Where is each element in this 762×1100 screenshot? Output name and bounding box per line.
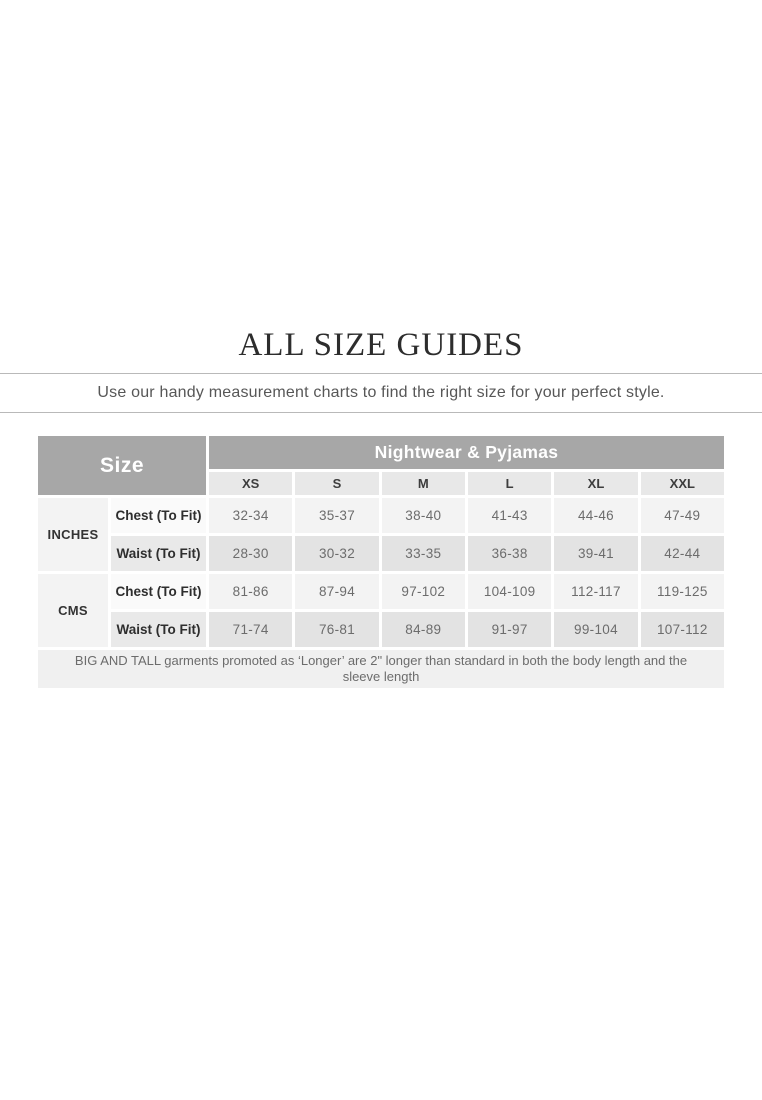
measurement-label: Chest (To Fit)	[111, 574, 206, 609]
size-value-cell: 32-34	[209, 498, 292, 533]
measurement-label: Waist (To Fit)	[111, 612, 206, 647]
size-column-header-xl: XL	[554, 472, 637, 495]
size-value-cell: 84-89	[382, 612, 465, 647]
size-value-cell: 38-40	[382, 498, 465, 533]
size-guide-table	[35, 433, 727, 691]
size-value-cell: 35-37	[295, 498, 378, 533]
big-and-tall-note: BIG AND TALL garments promoted as ‘Longer’ are 2" longer than standard in both the body length and the sleeve length	[38, 650, 724, 688]
table-row	[38, 536, 724, 571]
size-value-cell: 119-125	[641, 574, 724, 609]
size-value-cell: 41-43	[468, 498, 551, 533]
category-header: Nightwear & Pyjamas	[209, 436, 724, 469]
size-value-cell: 76-81	[295, 612, 378, 647]
size-value-cell: 81-86	[209, 574, 292, 609]
page-title: ALL SIZE GUIDES	[238, 327, 524, 363]
unit-label-inches: INCHES	[38, 498, 108, 571]
table-row	[38, 498, 724, 533]
size-value-cell: 42-44	[641, 536, 724, 571]
measurement-label: Chest (To Fit)	[111, 498, 206, 533]
size-value-cell: 44-46	[554, 498, 637, 533]
table-row	[38, 612, 724, 647]
size-column-header-l: L	[468, 472, 551, 495]
size-value-cell: 107-112	[641, 612, 724, 647]
table-note-row	[38, 650, 724, 688]
size-value-cell: 104-109	[468, 574, 551, 609]
subtitle-band	[0, 373, 762, 413]
size-column-header-xs: XS	[209, 472, 292, 495]
unit-label-cms: CMS	[38, 574, 108, 647]
size-column-header-s: S	[295, 472, 378, 495]
size-value-cell: 30-32	[295, 536, 378, 571]
size-value-cell: 99-104	[554, 612, 637, 647]
size-corner-header: Size	[38, 436, 206, 495]
measurement-label: Waist (To Fit)	[111, 536, 206, 571]
size-column-header-xxl: XXL	[641, 472, 724, 495]
size-value-cell: 36-38	[468, 536, 551, 571]
table-header-row	[38, 436, 724, 469]
table-row	[38, 574, 724, 609]
size-value-cell: 87-94	[295, 574, 378, 609]
page-subtitle: Use our handy measurement charts to find the right size for your perfect style.	[97, 384, 665, 401]
size-value-cell: 91-97	[468, 612, 551, 647]
size-guide-table-container	[35, 433, 727, 691]
size-value-cell: 39-41	[554, 536, 637, 571]
size-value-cell: 28-30	[209, 536, 292, 571]
size-value-cell: 71-74	[209, 612, 292, 647]
size-value-cell: 97-102	[382, 574, 465, 609]
size-value-cell: 33-35	[382, 536, 465, 571]
size-column-header-m: M	[382, 472, 465, 495]
size-value-cell: 112-117	[554, 574, 637, 609]
size-value-cell: 47-49	[641, 498, 724, 533]
